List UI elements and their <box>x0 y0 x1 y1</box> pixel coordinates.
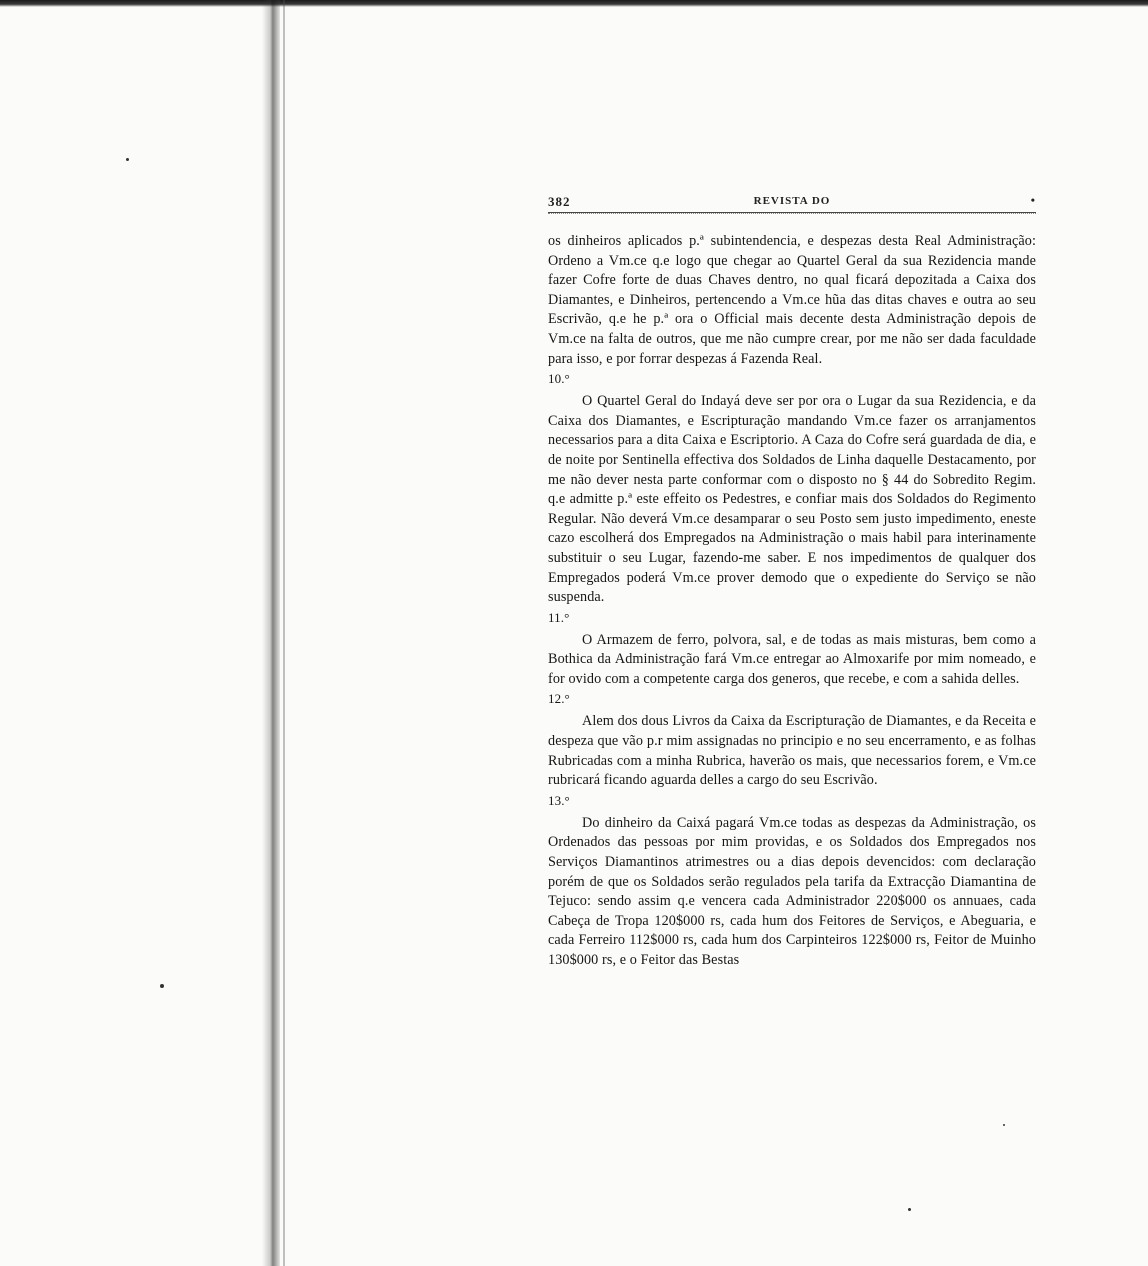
scan-speck <box>908 1208 911 1211</box>
scan-speck <box>1003 1124 1005 1126</box>
paragraph-13: Do dinheiro da Caixá pagará Vm.ce todas as despezas da Administração, os Ordenados das pessoas por mim providas, e os Soldados dos Empregados nos Serviços Diamantinos atrimestres ou a dias depois devencidos: com declaração porém de que os Soldados serão regulados pela tarifa da Extracção Diamantina de Tejuco: sendo assim q.e vencera cada Administrador 220$000 os annuaes, cada Cabeça de Tropa 120$000 rs, cada hum dos Feitores de Serviços, e Abeguaria, e cada Ferreiro 112$000 rs, cada hum dos Carpinteiros 122$000 rs, Feitor de Muinho 130$000 rs, e o Feitor das Bestas <box>548 814 1036 968</box>
page-header-title: REVISTA DO <box>753 195 831 207</box>
paragraph-12: Alem dos dous Livros da Caixa da Escripturação de Diamantes, e da Receita e despeza que vão p.r mim assignadas no principio e no seu encerramento, e as folhas Rubricadas com a minha Rubrica, haverão os mais, que necessarios forem, e Vm.ce rubricará ficando aguarda delles a cargo do seu Escrivão. <box>548 713 1036 789</box>
book-page <box>548 192 1036 971</box>
scan-speck <box>160 984 164 988</box>
paragraph-continued: os dinheiros aplicados p.ª subintendencia, e despezas desta Real Administração: Ordeno a Vm.ce q.e logo que chegar ao Quartel Geral da sua Rezidencia mande fazer Cofre forte de duas Chaves dentro, no qual ficará depozitada a Caixa dos Diamantes, e Dinheiros, pertencendo a Vm.ce hũa das ditas chaves e outra ao seu Escrivão, q.e he p.ª ora o Official mais decente desta Administração depois de Vm.ce na falta de outros, que me não cumpre crear, por me não ser dada faculdade para isso, e por forrar despezas á Fazenda Real. <box>548 233 1036 367</box>
scan-speck <box>126 158 129 161</box>
section-number-12: 12.° <box>548 691 570 707</box>
running-head <box>548 192 1036 212</box>
paragraph-10: O Quartel Geral do Indayá deve ser por ora o Lugar da sua Rezidencia, e da Caixa dos Diamantes, e Escripturação mandando Vm.ce fazer os arranjamentos necessarios para a dita Caixa e Escriptorio. A Caza do Cofre será guardada de dia, e de noite por Sentinella effectiva dos Soldados de Linha daquelle Destacamento, por me não dever nesta parte conformar com o disposto no § 44 do Sobredito Regim. q.e admitte p.ª este effeito os Pedestres, e confiar mais dos Soldados do Regimento Regular. Não deverá Vm.ce desamparar o seu Posto sem justo impedimento, eneste cazo escolherá dos Empregados na Administração o mais habil para interinamente substituir o seu Lugar, fazendo-me saber. E nos impedimentos de qualquer dos Empregados poderá Vm.ce prover demodo que o expediente do Serviço se não suspenda. <box>548 393 1036 606</box>
body-text <box>548 232 1036 971</box>
section-number-13: 13.° <box>548 792 570 808</box>
header-rule <box>548 212 1036 214</box>
section-number-10: 10.° <box>548 371 570 387</box>
paragraph-11: O Armazem de ferro, polvora, sal, e de todas as mais misturas, bem como a Bothica da Administração fará Vm.ce entregar ao Almoxarife por mim nomeado, e for ovido com a competente carga dos generos, que recebe, e com a sahida delles. <box>548 631 1036 687</box>
book-spine-shadow <box>262 0 280 1266</box>
page-header-mark: • <box>1030 193 1036 207</box>
section-number-11: 11.° <box>548 609 570 625</box>
page-number: 382 <box>548 194 571 209</box>
scan-top-edge <box>0 0 1148 7</box>
book-spine-line <box>283 0 285 1266</box>
